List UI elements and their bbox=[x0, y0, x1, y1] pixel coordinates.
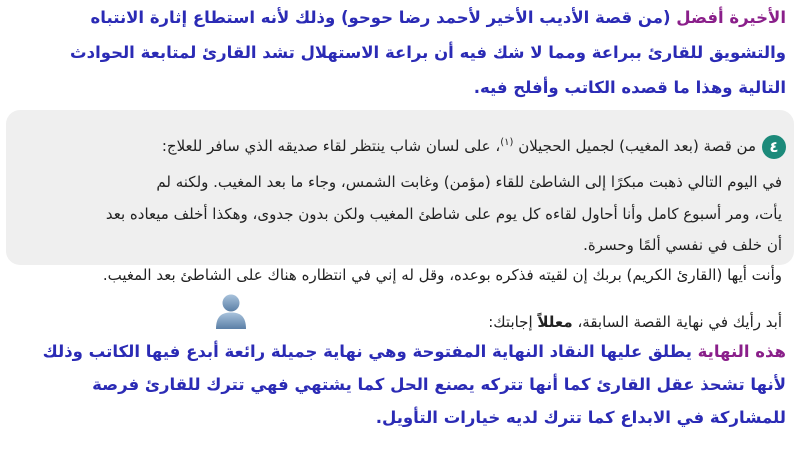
question-prompt: أبد رأيك في نهاية القصة السابقة، معللاً إجابتك: bbox=[488, 313, 782, 331]
bottom-answer-line-1: هذه النهاية يطلق عليها النقاد النهاية المفتوحة وهي نهاية جميلة رائعة أبدع فيها الكاتب وذلك bbox=[42, 342, 786, 361]
person-avatar-icon bbox=[214, 292, 248, 330]
top-answer-line-1: الأخيرة أفضل (من قصة الأديب الأخير لأحمد رضا حوحو) وذلك لأنه استطاع إثارة الانتباه bbox=[90, 8, 786, 27]
excerpt-line-1: في اليوم التالي ذهبت مبكرًا إلى الشاطئ للقاء (مؤمن) وغابت الشمس، وجاء ما بعد المغيب. ولكنه لم bbox=[156, 173, 782, 191]
excerpt-intro: من قصة (بعد المغيب) لجميل الحجيلان $^{(١)}$، على لسان شاب ينتظر لقاء صديقه الذي سافر للعلاج: bbox=[161, 137, 756, 155]
excerpt-line-3: أن خلف في نفسي ألمًا وحسرة. bbox=[583, 236, 782, 254]
excerpt-line-4: وأنت أيها (القارئ الكريم) بربك إن لقيته فذكره بوعده، وقل له إني في انتظاره هناك على الشاطئ بعد المغيب. bbox=[102, 266, 782, 284]
excerpt-number-badge: ٤ bbox=[762, 135, 786, 159]
footnote-marker: (١) bbox=[500, 137, 514, 148]
excerpt-line-2: يأت، ومر أسبوع كامل وأنا أحاول لقاءه كل يوم على شاطئ المغيب ولكن بدون جدوى، وهكذا أخلف ميعاده بعد bbox=[105, 205, 782, 223]
bottom-answer-line-3: للمشاركة في الابداع كما تترك لديه خيارات التأويل. bbox=[375, 408, 786, 427]
top-answer-line-2: والتشويق للقارئ ببراعة ومما لا شك فيه أن براعة الاستهلال تشد القارئ لمتابعة الحوادث bbox=[70, 43, 786, 62]
bottom-answer-line-2: لأنها تشحذ عقل القارئ كما أنها تتركه يصنع الحل كما يشتهي فهي تترك للقارئ فرصة bbox=[92, 375, 786, 394]
top-answer-line-3: التالية وهذا ما قصده الكاتب وأفلح فيه. bbox=[473, 78, 786, 97]
